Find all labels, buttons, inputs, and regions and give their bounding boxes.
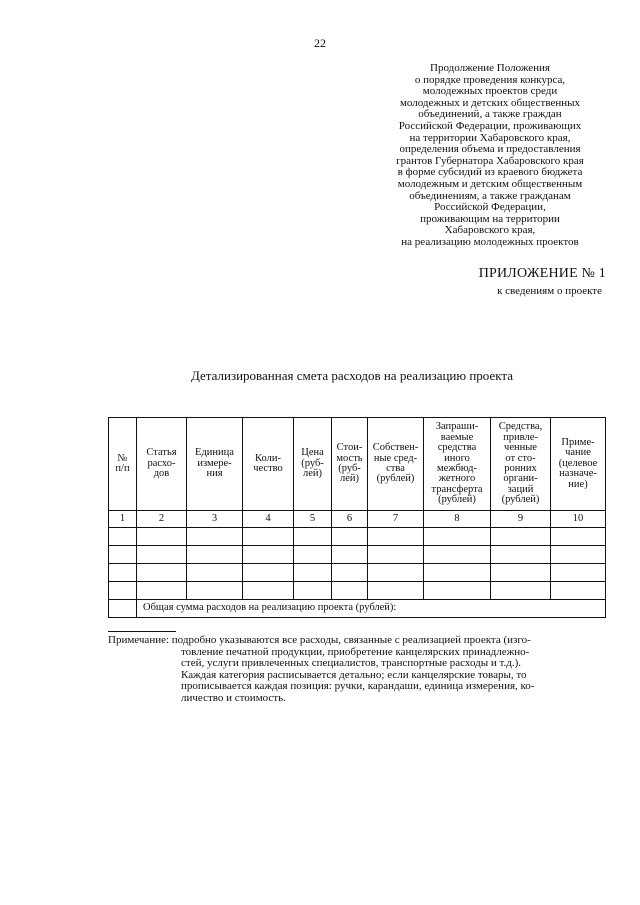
table-cell — [294, 582, 332, 600]
table-cell — [368, 546, 424, 564]
column-number: 6 — [332, 511, 368, 528]
continuation-line: объединениям, а также гражданам — [409, 189, 571, 202]
column-number: 1 — [109, 511, 137, 528]
table-header-row — [109, 418, 606, 511]
table-cell — [332, 582, 368, 600]
note-line: прописывается каждая позиция: ручки, карандаши, единица измерения, ко- — [181, 680, 535, 693]
table-row — [109, 528, 606, 546]
continuation-line: молодежным и детским общественным — [397, 177, 583, 190]
header-cell-own-funds: Собствен- ные сред- ства (рублей) — [368, 418, 424, 511]
header-cell-expense-item: Статья расхо- дов — [137, 418, 187, 511]
continuation-line: проживающим на территории — [420, 212, 560, 225]
header-cell-cost: Стои- мость (руб- лей) — [332, 418, 368, 511]
table-cell — [332, 564, 368, 582]
table-cell — [551, 528, 606, 546]
note-line: товление печатной продукции, приобретение канцелярских принадлежно- — [181, 645, 530, 658]
header-cell-requested-transfer: Запраши- ваемые средства иного межбюд- жетного трансферта (рублей) — [424, 418, 491, 511]
table-cell — [137, 582, 187, 600]
note-line: личество и стоимость. — [181, 691, 286, 704]
table-cell — [294, 528, 332, 546]
page-number: 22 — [314, 36, 326, 50]
table-cell — [424, 582, 491, 600]
table-cell — [243, 546, 294, 564]
header-cell-note: Приме- чание (целевое назначе- ние) — [551, 418, 606, 511]
table-cell — [187, 564, 243, 582]
total-row — [109, 600, 606, 618]
estimate-table — [108, 417, 606, 618]
header-cell-number: № п/п — [109, 418, 137, 511]
continuation-line: на территории Хабаровского края, — [409, 131, 571, 144]
note-line: стей, услуги привлеченных специалистов, транспортные расходы и т.д.). — [181, 657, 522, 670]
appendix-title: ПРИЛОЖЕНИЕ № 1 — [478, 266, 606, 281]
continuation-line: о порядке проведения конкурса, — [414, 73, 566, 86]
continuation-line: молодежных проектов среди — [422, 85, 558, 98]
continuation-line: на реализацию молодежных проектов — [401, 235, 579, 248]
continuation-line: в форме субсидий из краевого бюджета — [397, 166, 583, 179]
table-row — [109, 564, 606, 582]
table-row — [109, 582, 606, 600]
table-cell — [368, 528, 424, 546]
continuation-line: Хабаровского края, — [444, 224, 536, 237]
table-cell — [187, 546, 243, 564]
column-number: 3 — [187, 511, 243, 528]
table-cell — [137, 528, 187, 546]
table-cell — [551, 582, 606, 600]
table-cell — [243, 564, 294, 582]
table-cell — [424, 528, 491, 546]
note — [108, 635, 608, 705]
table-cell — [243, 582, 294, 600]
table-cell — [491, 528, 551, 546]
table-cell — [368, 564, 424, 582]
table-cell — [137, 564, 187, 582]
column-number-row — [109, 511, 606, 528]
continuation-line: Российской Федерации, — [434, 201, 546, 214]
continuation-line: грантов Губернатора Хабаровского края — [396, 154, 584, 167]
table-row — [109, 546, 606, 564]
table-cell — [551, 546, 606, 564]
header-cell-unit: Единица измере- ния — [187, 418, 243, 511]
table-cell — [109, 564, 137, 582]
continuation-line: Российской Федерации, проживающих — [398, 119, 582, 132]
note-line: Каждая категория расписывается детально; если канцелярские товары, то — [181, 668, 527, 681]
table-cell — [551, 564, 606, 582]
column-number: 2 — [137, 511, 187, 528]
column-number: 8 — [424, 511, 491, 528]
table-cell — [243, 528, 294, 546]
document-title: Детализированная смета расходов на реализацию проекта — [191, 368, 513, 383]
table-cell — [491, 546, 551, 564]
table-cell — [294, 564, 332, 582]
note-separator — [108, 631, 176, 632]
table-cell — [187, 582, 243, 600]
continuation-line: молодежных и детских общественных — [399, 96, 581, 109]
table-cell — [424, 564, 491, 582]
header-cell-third-party-funds: Средства, привле- ченные от сто- ронних органи- заций (рублей) — [491, 418, 551, 511]
column-number: 10 — [551, 511, 606, 528]
table-cell — [109, 582, 137, 600]
table-cell — [491, 582, 551, 600]
continuation-line: Продолжение Положения — [430, 62, 550, 74]
table-cell — [109, 600, 137, 618]
continuation-line: объединений, а также граждан — [418, 108, 562, 121]
continuation-header — [370, 63, 610, 249]
header-cell-price: Цена (руб- лей) — [294, 418, 332, 511]
table-cell — [332, 528, 368, 546]
table-cell — [368, 582, 424, 600]
table-cell — [491, 564, 551, 582]
table-cell — [294, 546, 332, 564]
table-cell — [187, 528, 243, 546]
column-number: 9 — [491, 511, 551, 528]
table-cell — [424, 546, 491, 564]
table-cell — [109, 528, 137, 546]
total-label: Общая сумма расходов на реализацию проекта (рублей): — [137, 600, 606, 618]
column-number: 4 — [243, 511, 294, 528]
appendix-subtitle: к сведениям о проекте — [497, 285, 602, 297]
table-cell — [109, 546, 137, 564]
table-cell — [137, 546, 187, 564]
column-number: 5 — [294, 511, 332, 528]
continuation-line: определения объема и предоставления — [399, 143, 581, 156]
note-line: Примечание: подробно указываются все расходы, связанные с реализацией проекта (изго- — [108, 634, 531, 646]
header-cell-quantity: Коли- чество — [243, 418, 294, 511]
column-number: 7 — [368, 511, 424, 528]
table-cell — [332, 546, 368, 564]
